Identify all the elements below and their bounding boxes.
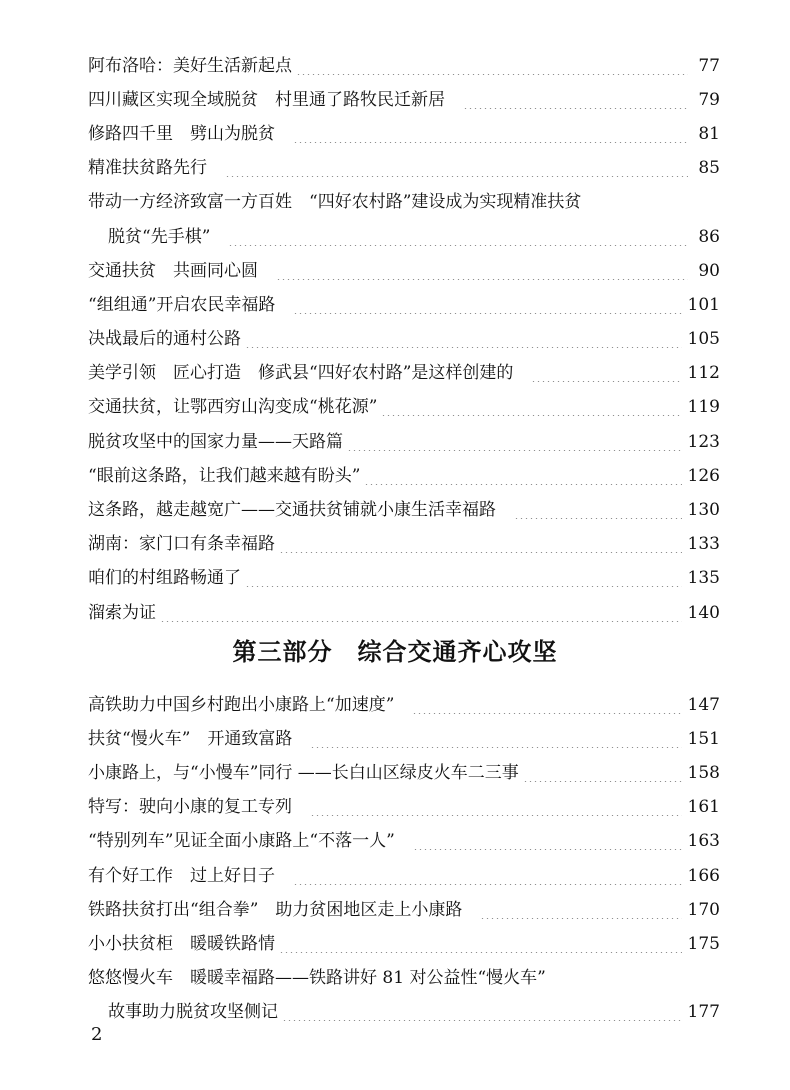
toc-entry <box>88 722 720 756</box>
toc-leader-dots <box>293 868 682 885</box>
toc-leader-dots <box>413 833 682 850</box>
toc-leader-dots <box>296 58 688 75</box>
toc-entry-page: 77 <box>698 55 720 76</box>
toc-entry-title: 阿布洛哈：美好生活新起点 <box>88 55 292 76</box>
toc-entry-page: 163 <box>687 831 720 852</box>
toc-entry <box>88 596 720 630</box>
toc-entry-page: 175 <box>687 933 720 954</box>
toc-entry-title: 扶贫“慢火车” 开通致富路 <box>88 728 293 749</box>
toc-entry <box>88 528 720 562</box>
toc-leader-dots <box>310 731 681 748</box>
toc-leader-dots <box>293 126 688 143</box>
toc-entry <box>88 756 720 790</box>
toc-entry-page: 166 <box>687 865 720 886</box>
toc-entry-page: 101 <box>687 294 720 315</box>
toc-entry-title: 铁路扶贫打出“组合拳” 助力贫困地区走上小康路 <box>88 899 463 920</box>
toc-entry-title: 小小扶贫柜 暖暖铁路情 <box>88 933 275 954</box>
toc-entry-title: 高铁助力中国乡村跑出小康路上“加速度” <box>88 694 395 715</box>
toc-entry <box>88 825 720 859</box>
toc-entry-page: 81 <box>698 123 720 144</box>
toc-entry-page: 112 <box>687 363 720 384</box>
toc-entry-title: 精准扶贫路先行 <box>88 158 207 179</box>
toc-entry-title: 美学引领 匠心打造 修武县“四好农村路”是这样创建的 <box>88 363 514 384</box>
toc-entry-title: 决战最后的通村公路 <box>88 329 241 350</box>
toc-entry <box>88 49 720 83</box>
toc-entry-title: 湖南：家门口有条幸福路 <box>88 534 275 555</box>
toc-entry <box>88 927 720 961</box>
toc-entry <box>88 562 720 596</box>
toc-entry-page: 90 <box>698 260 720 281</box>
toc-entry <box>88 391 720 425</box>
toc-entry <box>88 425 720 459</box>
toc-leader-dots <box>514 502 682 519</box>
toc-leader-dots <box>531 365 681 382</box>
toc-entry <box>88 493 720 527</box>
toc-entry-continuation <box>88 220 720 254</box>
toc-leader-dots <box>381 399 681 416</box>
toc-entry-title: 脱贫“先手棋” <box>108 226 211 247</box>
toc-entry-page: 130 <box>687 500 720 521</box>
toc-entry-page: 123 <box>687 431 720 452</box>
toc-entry-title: 小康路上，与“小慢车”同行 ——长白山区绿皮火车二三事 <box>88 762 519 783</box>
toc-entry-title: 故事助力脱贫攻坚侧记 <box>108 1002 278 1023</box>
toc-leader-dots <box>523 765 682 782</box>
section-heading: 第三部分 综合交通齐心攻坚 <box>232 638 558 666</box>
toc-leader-dots <box>310 799 682 816</box>
toc-entry-page: 147 <box>687 694 720 715</box>
toc-leader-dots <box>293 297 681 314</box>
toc-entry-page: 158 <box>687 762 720 783</box>
toc-entry-page: 79 <box>698 89 720 110</box>
toc-entry-continuation <box>88 996 720 1030</box>
toc-entry <box>88 288 720 322</box>
toc-entry-page: 140 <box>687 602 720 623</box>
toc-leader-dots <box>463 92 688 109</box>
toc-entry-title: 有个好工作 过上好日子 <box>88 865 275 886</box>
toc-entry-title: “眼前这条路，让我们越来越有盼头” <box>88 465 361 486</box>
toc-entry-title: 这条路，越走越宽广——交通扶贫铺就小康生活幸福路 <box>88 500 496 521</box>
toc-entry <box>88 117 720 151</box>
toc-entry-title: 咱们的村组路畅通了 <box>88 568 241 589</box>
toc-entry-title: 交通扶贫，让鄂西穷山沟变成“桃花源” <box>88 397 378 418</box>
toc-leader-dots <box>347 434 682 451</box>
toc-entry <box>88 688 720 722</box>
toc-entry <box>88 186 720 220</box>
toc-entry-title: “组组通”开启农民幸福路 <box>88 294 276 315</box>
toc-entry-title: 带动一方经济致富一方百姓 “四好农村路”建设成为实现精准扶贫 <box>88 192 582 213</box>
toc-entry-title: 四川藏区实现全域脱贫 村里通了路牧民迁新居 <box>88 89 445 110</box>
toc-entry <box>88 254 720 288</box>
toc-entry-title: 特写：驶向小康的复工专列 <box>88 797 292 818</box>
toc-list-part-2 <box>88 49 720 630</box>
toc-leader-dots <box>160 605 682 622</box>
toc-entry <box>88 859 720 893</box>
toc-leader-dots <box>245 331 682 348</box>
toc-entry <box>88 152 720 186</box>
toc-entry-title: “特别列车”见证全面小康路上“不落一人” <box>88 831 395 852</box>
toc-entry-page: 86 <box>698 226 720 247</box>
toc-entry-page: 85 <box>698 158 720 179</box>
toc-leader-dots <box>480 902 681 919</box>
toc-entry-page: 119 <box>687 397 720 418</box>
toc-leader-dots <box>412 697 681 714</box>
toc-entry <box>88 791 720 825</box>
toc-entry-page: 133 <box>687 534 720 555</box>
toc-entry <box>88 459 720 493</box>
footer-page-number: 2 <box>91 1024 103 1045</box>
toc-entry-title: 悠悠慢火车 暖暖幸福路——铁路讲好 81 对公益性“慢火车” <box>88 968 546 989</box>
toc-entry-page: 177 <box>687 1002 720 1023</box>
toc-leader-dots <box>364 468 681 485</box>
toc-entry <box>88 323 720 357</box>
toc-leader-dots <box>276 263 688 280</box>
toc-entry-page: 161 <box>687 797 720 818</box>
toc-leader-dots <box>279 536 682 553</box>
toc-leader-dots <box>282 1004 682 1021</box>
toc-entry-page: 105 <box>687 329 720 350</box>
toc-leader-dots <box>228 229 688 246</box>
toc-leader-dots <box>225 160 688 177</box>
toc-entry <box>88 83 720 117</box>
toc-leader-dots <box>279 936 682 953</box>
toc-entry-title: 交通扶贫 共画同心圆 <box>88 260 258 281</box>
toc-entry <box>88 893 720 927</box>
toc-list-part-3 <box>88 688 720 1030</box>
toc-entry-page: 170 <box>687 899 720 920</box>
toc-entry-title: 脱贫攻坚中的国家力量——天路篇 <box>88 431 343 452</box>
toc-entry-page: 126 <box>687 465 720 486</box>
toc-entry <box>88 357 720 391</box>
toc-entry-page: 135 <box>687 568 720 589</box>
toc-entry-title: 溜索为证 <box>88 602 156 623</box>
toc-leader-dots <box>245 570 682 587</box>
toc-entry-title: 修路四千里 劈山为脱贫 <box>88 123 275 144</box>
toc-entry-page: 151 <box>687 728 720 749</box>
toc-entry <box>88 962 720 996</box>
